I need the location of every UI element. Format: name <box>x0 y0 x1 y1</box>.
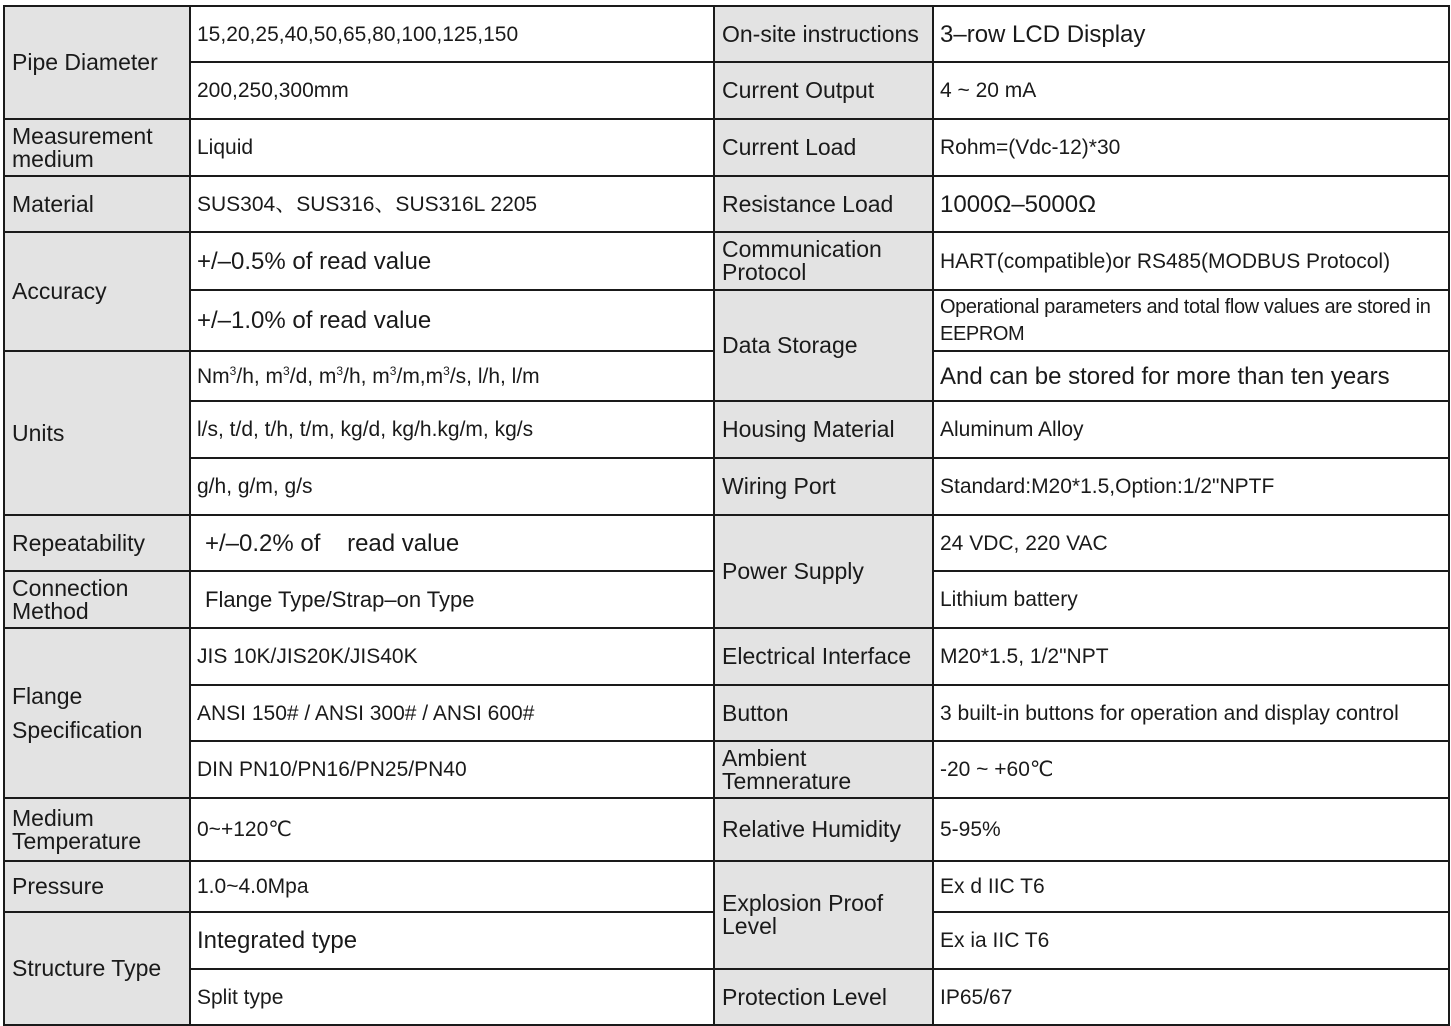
value-pipe-diameter-2: 200,250,300mm <box>190 62 714 119</box>
value-power-supply-2: Lithium battery <box>933 571 1449 628</box>
label-electrical-interface: Electrical Interface <box>714 628 933 685</box>
value-relative-humidity: 5-95% <box>933 798 1449 861</box>
label-pressure: Pressure <box>4 861 190 912</box>
label-measurement-medium-line2: medium <box>12 145 94 172</box>
label-measurement-medium <box>4 119 190 176</box>
label-resistance-load: Resistance Load <box>714 176 933 232</box>
label-connection-method <box>4 571 190 628</box>
value-units-1: Nm$^3$/h, $m^3/d$, $m^3/h$, $m^3/m,m^3/s$, l/h, l/m <box>190 351 714 401</box>
label-explosion-proof-level <box>714 861 933 969</box>
value-data-storage-1: Operational parameters and total flow values are stored in EEPROM <box>933 290 1449 351</box>
label-structure-type: Structure Type <box>4 912 190 1025</box>
label-current-output: Current Output <box>714 62 933 119</box>
label-material: Material <box>4 176 190 232</box>
value-pipe-diameter-1: 15,20,25,40,50,65,80,100,125,150 <box>190 6 714 62</box>
label-flange-specification <box>4 628 190 798</box>
value-onsite-instructions: 3–row LCD Display <box>933 6 1449 62</box>
label-ambient-temperature-line2: Temnerature <box>722 767 852 794</box>
value-accuracy-2: +/–1.0% of read value <box>190 290 714 351</box>
label-ambient-temperature <box>714 741 933 798</box>
label-ambient-temperature-line1: Ambient <box>722 744 807 771</box>
value-medium-temperature: 0~+120℃ <box>190 798 714 861</box>
value-data-storage-2: And can be stored for more than ten years <box>933 351 1449 401</box>
label-onsite-instructions: On-site instructions <box>714 6 933 62</box>
value-wiring-port: Standard:M20*1.5,Option:1/2"NPTF <box>933 458 1449 515</box>
value-current-load: Rohm=(Vdc-12)*30 <box>933 119 1449 176</box>
label-explosion-proof-level-line1: Explosion Proof <box>722 890 884 916</box>
label-current-load: Current Load <box>714 119 933 176</box>
label-communication-protocol-line1: Communication <box>722 236 882 262</box>
value-housing-material: Aluminum Alloy <box>933 401 1449 458</box>
label-explosion-proof-level-line2: Level <box>722 913 777 939</box>
specification-table <box>3 5 1450 1026</box>
value-units-3: g/h, g/m, g/s <box>190 458 714 515</box>
value-electrical-interface: M20*1.5, 1/2"NPT <box>933 628 1449 685</box>
value-ambient-temperature: -20 ~ +60℃ <box>933 741 1449 798</box>
label-data-storage: Data Storage <box>714 290 933 401</box>
value-material: SUS304、SUS316、SUS316L 2205 <box>190 176 714 232</box>
value-measurement-medium: Liquid <box>190 119 714 176</box>
value-pressure: 1.0~4.0Mpa <box>190 861 714 912</box>
label-communication-protocol <box>714 232 933 290</box>
label-medium-temperature-line2: Temperature <box>12 827 142 854</box>
label-pipe-diameter: Pipe Diameter <box>4 6 190 119</box>
value-connection-method: Flange Type/Strap–on Type <box>190 571 714 628</box>
value-communication-protocol: HART(compatible)or RS485(MODBUS Protocol) <box>933 232 1449 290</box>
value-flange-specification-1: JIS 10K/JIS20K/JIS40K <box>190 628 714 685</box>
value-accuracy-1: +/–0.5% of read value <box>190 232 714 290</box>
label-communication-protocol-line2: Protocol <box>722 259 807 285</box>
value-flange-specification-3: DIN PN10/PN16/PN25/PN40 <box>190 741 714 798</box>
label-wiring-port: Wiring Port <box>714 458 933 515</box>
label-connection-method-line1: Connection <box>12 574 129 601</box>
label-protection-level: Protection Level <box>714 969 933 1025</box>
label-housing-material: Housing Material <box>714 401 933 458</box>
value-current-output: 4 ~ 20 mA <box>933 62 1449 119</box>
label-flange-specification-line2: Specification <box>12 717 143 743</box>
value-explosion-proof-level-1: Ex d IIC T6 <box>933 861 1449 912</box>
value-repeatability: +/–0.2% of read value <box>190 515 714 571</box>
label-button: Button <box>714 685 933 741</box>
label-connection-method-line2: Method <box>12 597 89 624</box>
label-measurement-medium-line1: Measurement <box>12 122 153 149</box>
value-structure-type-2: Split type <box>190 969 714 1025</box>
value-resistance-load: 1000Ω–5000Ω <box>933 176 1449 232</box>
value-explosion-proof-level-2: Ex ia IIC T6 <box>933 912 1449 969</box>
label-relative-humidity: Relative Humidity <box>714 798 933 861</box>
label-power-supply: Power Supply <box>714 515 933 628</box>
label-medium-temperature-line1: Medium <box>12 804 94 831</box>
value-structure-type-1: Integrated type <box>190 912 714 969</box>
label-medium-temperature <box>4 798 190 861</box>
label-repeatability: Repeatability <box>4 515 190 571</box>
value-power-supply-1: 24 VDC, 220 VAC <box>933 515 1449 571</box>
value-button: 3 built-in buttons for operation and display control <box>933 685 1449 741</box>
value-units-2: l/s, t/d, t/h, t/m, kg/d, kg/h.kg/m, kg/s <box>190 401 714 458</box>
value-flange-specification-2: ANSI 150# / ANSI 300# / ANSI 600# <box>190 685 714 741</box>
label-flange-specification-line1: Flange <box>12 683 83 709</box>
label-accuracy: Accuracy <box>4 232 190 351</box>
value-protection-level: IP65/67 <box>933 969 1449 1025</box>
label-units: Units <box>4 351 190 515</box>
